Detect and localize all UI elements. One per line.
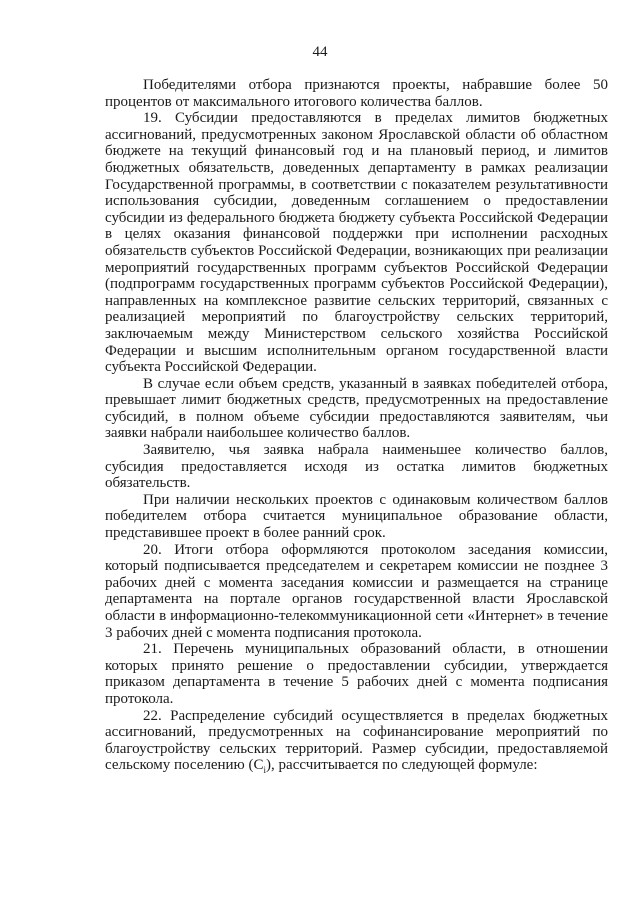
paragraph-funds-exceed: В случае если объем средств, указанный в заявках победителей отбора, превышает лимит бюджетных средств, предусмотренных на предоставление субсидий, в полном объеме субсидии предоставляются заявителям, чьи заявки набрали наибольшее количество баллов.	[105, 375, 608, 442]
paragraph-equal-score: При наличии нескольких проектов с одинаковым количеством баллов победителем отбора считается муниципальное образование области, представившее проект в более ранний срок.	[105, 491, 608, 542]
paragraph-19: 19. Субсидии предоставляются в пределах лимитов бюджетных ассигнований, предусмотренных законом Ярославской области об областном бюджете на текущий финансовый год и на плановый период, и лимитов бюджетных обязательств, доведенных департаменту в рамках реализации Государственной программы, в соответствии с показателем результативности использования субсидии, доведенным соглашением о предоставлении субсидии из федерального бюджета бюджету субъекта Российской Федерации в целях оказания финансовой поддержки при исполнении расходных обязательств субъектов Российской Федерации, возникающих при реализации мероприятий государственных программ субъектов Российской Федерации (подпрограмм государственных программ субъектов Российской Федерации), направленных на комплексное развитие сельских территорий, связанных с реализацией мероприятий по благоустройству сельских территорий, заключаемым между Министерством сельского хозяйства Российской Федерации и высшим исполнительным органом государственной власти субъекта Российской Федерации.	[105, 110, 608, 376]
paragraph-21: 21. Перечень муниципальных образований области, в отношении которых принято решение о предоставлении субсидии, утверждается приказом департамента в течение 5 рабочих дней с момента подписания протокола.	[105, 641, 608, 707]
paragraph-22	[105, 708, 608, 774]
paragraph-lowest-score: Заявителю, чья заявка набрала наименьшее количество баллов, субсидия предоставляется исходя из остатка лимитов бюджетных обязательств.	[105, 442, 608, 492]
paragraph-20: 20. Итоги отбора оформляются протоколом заседания комиссии, который подписывается председателем и секретарем комиссии не позднее 3 рабочих дней с момента заседания комиссии и размещается на странице департамента на портале органов государственной власти Ярославской области в информационно-телекоммуникационной сети «Интернет» в течение 3 рабочих дней с момента подписания протокола.	[105, 541, 608, 641]
document-body	[105, 77, 608, 774]
subsidy-subscript: i	[263, 765, 267, 776]
page-number: 44	[312, 44, 328, 60]
paragraph-22-text-after: ), рассчитывается по следующей формуле:	[266, 757, 538, 774]
paragraph-winners: Победителями отбора признаются проекты, набравшие более 50 процентов от максимального итогового количества баллов.	[105, 77, 608, 110]
paragraph-22-text-before: 22. Распределение субсидий осуществляется в пределах бюджетных ассигнований, предусмотренных на софинансирование мероприятий по благоустройству сельских территорий. Размер субсидии, предоставляемой сельскому поселению (С	[105, 707, 608, 774]
